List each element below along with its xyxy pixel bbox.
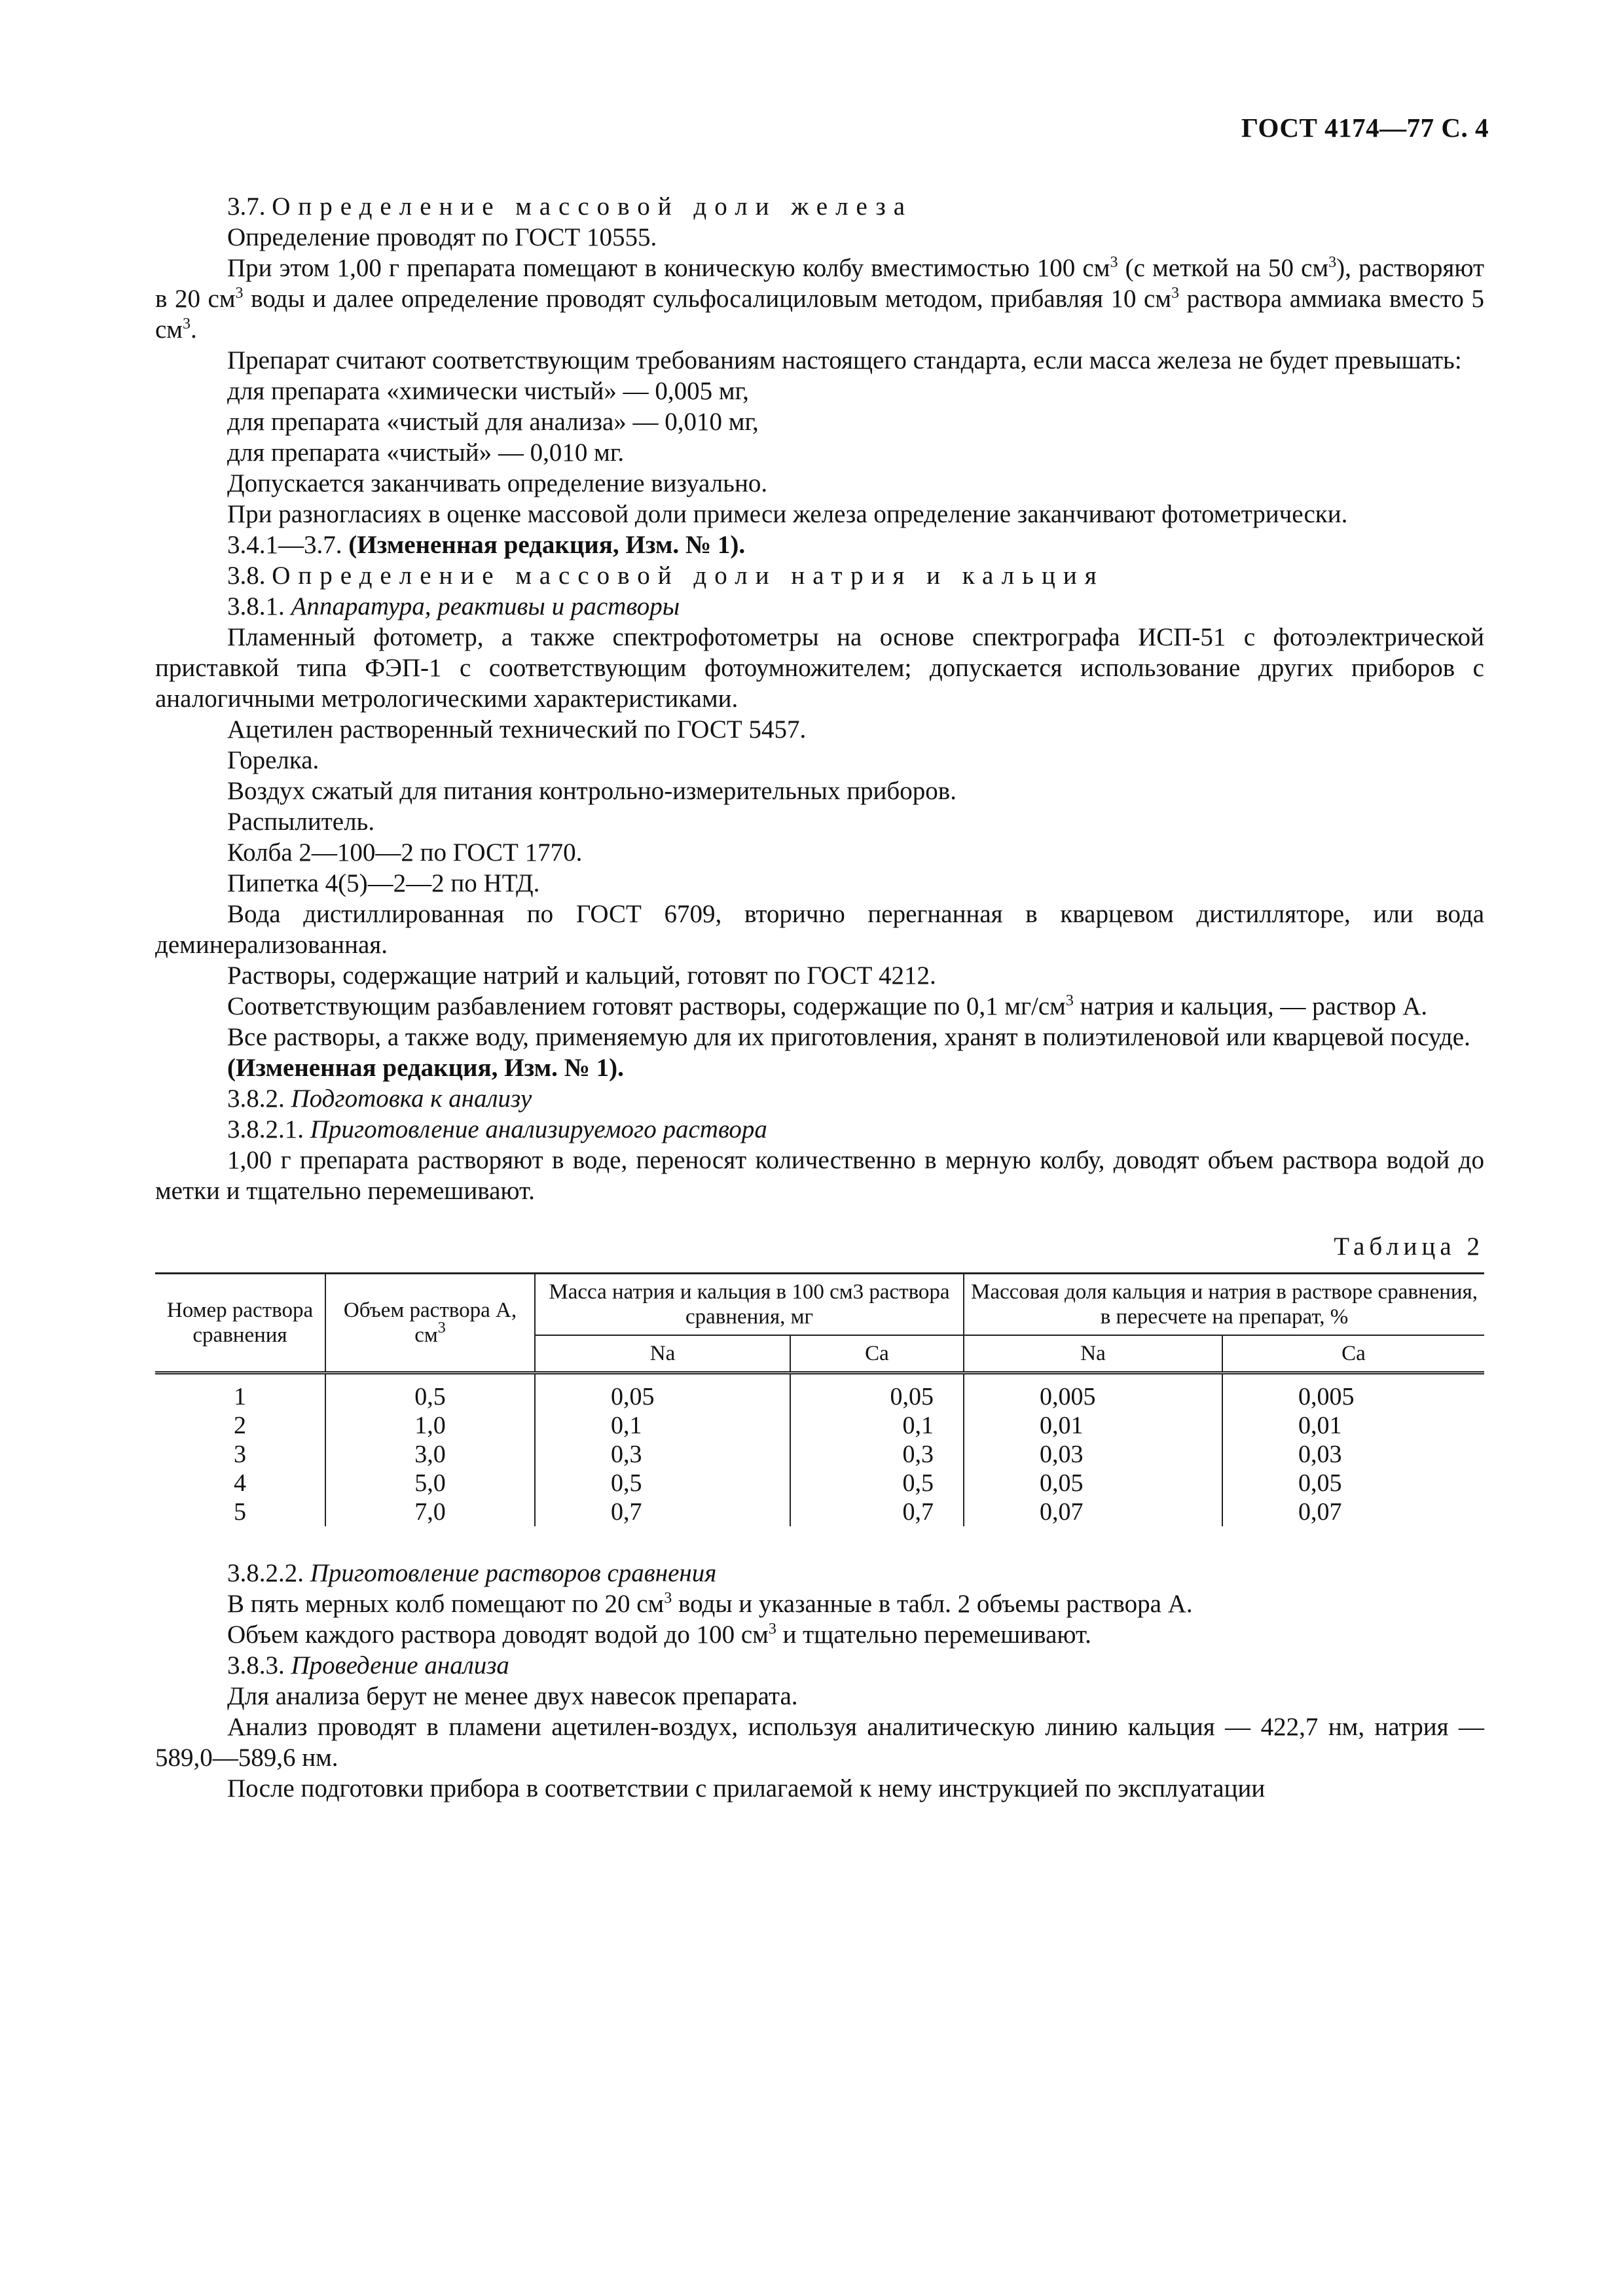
paragraph: Все растворы, а также воду, применяемую для их приготовления, хранят в полиэтиленовой или кварцевой посуде.: [227, 1023, 1470, 1051]
list-item: для препарата «чистый» — 0,010 мг.: [227, 439, 625, 467]
section-title: Определение массовой доли натрия и кальция: [272, 562, 1104, 590]
table-row: 1 0,5 0,05 0,05 0,005 0,005: [155, 1373, 1484, 1412]
paragraph: Препарат считают соответствующим требованиям настоящего стандарта, если масса железа не будет превышать:: [227, 346, 1462, 374]
subsection-heading-3-8-2-1: 3.8.2.1. Приготовление анализируемого раствора: [227, 1115, 767, 1143]
header-cell-na: Na: [964, 1335, 1222, 1373]
section-heading-3-8: 3.8. Определение массовой доли натрия и кальция: [227, 562, 1104, 590]
paragraph: Горелка.: [227, 746, 319, 774]
list-item: для препарата «чистый для анализа» — 0,010 мг,: [227, 408, 759, 436]
paragraph: Ацетилен растворенный технический по ГОСТ 5457.: [227, 715, 807, 744]
table-row: 2 1,0 0,1 0,1 0,01 0,01: [155, 1411, 1484, 1440]
header-cell-fraction: Массовая доля кальция и натрия в растворе сравнения, в пересчете на препарат, %: [964, 1274, 1484, 1336]
header-cell-number: Номер раствора сравнения: [155, 1274, 325, 1373]
page-header: ГОСТ 4174—77 С. 4: [1241, 113, 1489, 143]
paragraph: Пламенный фотометр, а также спектрофотометры на основе спектрографа ИСП-51 с фотоэлектрической приставкой типа ФЭП-1 с соответствующим фотоумножителем; допускается использование других приборов с аналогичными метрологическими характеристиками.: [155, 623, 1484, 713]
table-row: 4 5,0 0,5 0,5 0,05 0,05: [155, 1469, 1484, 1498]
paragraph: Допускается заканчивать определение визуально.: [227, 469, 768, 497]
paragraph: При этом 1,00 г препарата помещают в коническую колбу вместимостью 100 $см^3$ (с меткой на 50 $см^3$), растворяют в 20 $см^3$ воды и далее определение проводят сульфосалициловым методом, прибавляя 10 $см^3$ раствора аммиака вместо 5 $см^3$.: [155, 254, 1484, 344]
paragraph: После подготовки прибора в соответствии с прилагаемой к нему инструкцией по эксплуатации: [227, 1774, 1266, 1803]
list-item: для препарата «химически чистый» — 0,005 мг,: [227, 377, 749, 405]
paragraph: Колба 2—100—2 по ГОСТ 1770.: [227, 838, 583, 867]
paragraph: При разногласиях в оценке массовой доли примеси железа определение заканчивают фотометрически.: [227, 500, 1348, 528]
paragraph: Распылитель.: [227, 808, 375, 836]
amendment-note: (Измененная редакция, Изм. № 1).: [227, 1054, 624, 1082]
paragraph: Пипетка 4(5)—2—2 по НТД.: [227, 869, 540, 897]
subsection-heading-3-8-2: 3.8.2. Подготовка к анализу: [227, 1085, 532, 1113]
paragraph: Объем каждого раствора доводят водой до 100 $см^3$ и тщательно перемешивают.: [227, 1621, 1091, 1649]
paragraph: 1,00 г препарата растворяют в воде, переносят количественно в мерную колбу, доводят объем раствора водой до метки и тщательно перемешивают.: [155, 1146, 1484, 1205]
subsection-heading-3-8-1: 3.8.1. Аппаратура, реактивы и растворы: [227, 592, 680, 620]
subsection-heading-3-8-2-2: 3.8.2.2. Приготовление растворов сравнения: [227, 1559, 717, 1587]
paragraph: Определение проводят по ГОСТ 10555.: [227, 223, 657, 251]
table-caption: Таблица 2: [1334, 1232, 1484, 1261]
paragraph: Вода дистиллированная по ГОСТ 6709, вторично перегнанная в кварцевом дистилляторе, или вода деминерализованная.: [155, 900, 1484, 959]
document-body: [155, 191, 1484, 1804]
paragraph: Для анализа берут не менее двух навесок препарата.: [227, 1682, 798, 1710]
paragraph: В пять мерных колб помещают по 20 $см^3$ воды и указанные в табл. 2 объемы раствора А.: [227, 1590, 1193, 1618]
subsection-heading-3-8-3: 3.8.3. Проведение анализа: [227, 1651, 509, 1679]
header-cell-ca: Ca: [790, 1335, 964, 1373]
paragraph: Воздух сжатый для питания контрольно-измерительных приборов.: [227, 777, 957, 805]
table-row: 5 7,0 0,7 0,7 0,07 0,07: [155, 1498, 1484, 1526]
header-cell-volume: Объем раствора А, $см^3$: [325, 1274, 535, 1373]
header-cell-mass: Масса натрия и кальция в 100 см3 раствора сравнения, мг: [535, 1274, 964, 1336]
header-cell-na: Na: [535, 1335, 790, 1373]
paragraph: Анализ проводят в пламени ацетилен-воздух, используя аналитическую линию кальция — 422,7 нм, натрия — 589,0—589,6 нм.: [155, 1713, 1484, 1772]
header-cell-ca: Ca: [1222, 1335, 1484, 1373]
table-row: 3 3,0 0,3 0,3 0,03 0,03: [155, 1440, 1484, 1469]
section-heading-3-7: 3.7. Определение массовой доли железа: [227, 192, 913, 221]
paragraph: Растворы, содержащие натрий и кальций, готовят по ГОСТ 4212.: [227, 961, 936, 990]
table-2: [155, 1272, 1484, 1526]
paragraph: Соответствующим разбавлением готовят растворы, содержащие по 0,1 $мг/см^3$ натрия и кальция, — раствор А.: [227, 992, 1428, 1020]
amendment-note: 3.4.1—3.7. (Измененная редакция, Изм. № 1).: [227, 531, 746, 559]
section-title: Определение массовой доли железа: [272, 192, 913, 221]
